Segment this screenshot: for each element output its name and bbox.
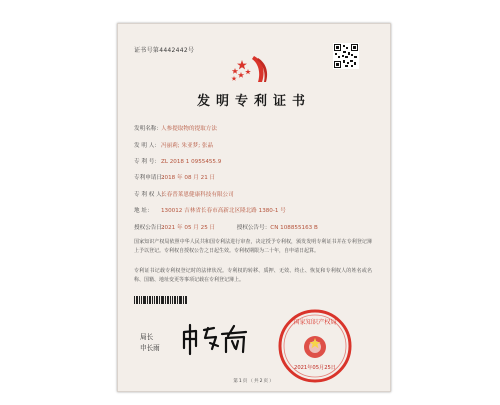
field-label: 发 明 人： bbox=[134, 143, 160, 149]
field-application-date bbox=[134, 173, 215, 181]
field-grant-date bbox=[134, 223, 318, 231]
director-title: 局长 bbox=[140, 333, 154, 341]
field-label: 地 址： bbox=[134, 208, 153, 214]
field-label: 发明名称： bbox=[134, 126, 162, 132]
field-label: 专利申请日： bbox=[134, 175, 168, 181]
field-label: 专 利 权 人： bbox=[134, 192, 168, 198]
patent-office-emblem-icon bbox=[228, 54, 272, 86]
page-footer: 第1页（共2页） bbox=[233, 379, 275, 384]
qr-code-icon bbox=[333, 43, 359, 69]
field-value: 冯丽莉; 朱亚梦; 张晶 bbox=[161, 143, 214, 149]
field-patent-number bbox=[134, 157, 221, 165]
certificate-body-paragraph-1: 国家知识产权局依照中华人民共和国专利法进行审查，决定授予专利权，颁发发明专利证书并在专利登记簿上予以登记。专利权自授权公告之日起生效。专利权期限为二十年，自申请日起算。 bbox=[134, 239, 372, 255]
field-patentee bbox=[134, 190, 234, 198]
field-value: 人参提取物的提取方法 bbox=[161, 126, 217, 132]
field-inventors bbox=[134, 141, 213, 149]
director-name: 申长雨 bbox=[140, 344, 160, 352]
field-label: 授权公告号： bbox=[236, 225, 271, 231]
official-seal-icon bbox=[276, 307, 354, 385]
certificate-body-paragraph-2: 专利证书记载专利权登记时的法律状况。专利权的转移、质押、无效、终止、恢复和专利权人的姓名或名称、国籍、地址变更等事项记载在专利登记簿上。 bbox=[134, 268, 372, 284]
certificate-title: 发明专利证书 bbox=[196, 94, 311, 109]
field-value: 2021 年 05 月 25 日 bbox=[161, 225, 216, 231]
field-value: 2018 年 08 月 21 日 bbox=[161, 175, 216, 181]
field-invention-name bbox=[134, 124, 217, 132]
grant-publication-number: CN 108855163 B bbox=[270, 225, 318, 231]
field-value: ZL 2018 1 0955455.9 bbox=[161, 159, 222, 165]
field-value: 130012 吉林省长春市高新北区隆北路 1380-1 号 bbox=[161, 208, 286, 214]
signature-image bbox=[180, 322, 250, 358]
field-value: 长春普莱恩健康科技有限公司 bbox=[161, 192, 234, 198]
certificate-number: 证书号第4442442号 bbox=[134, 47, 195, 54]
seal-date: 2021年05月25日 bbox=[294, 365, 336, 371]
seal-text: 国家知识产权局 bbox=[293, 319, 337, 326]
field-address bbox=[134, 206, 286, 214]
field-label: 授权公告日： bbox=[134, 225, 168, 231]
patent-certificate bbox=[117, 23, 391, 392]
barcode-icon bbox=[134, 296, 188, 304]
field-label: 专 利 号： bbox=[134, 159, 160, 165]
